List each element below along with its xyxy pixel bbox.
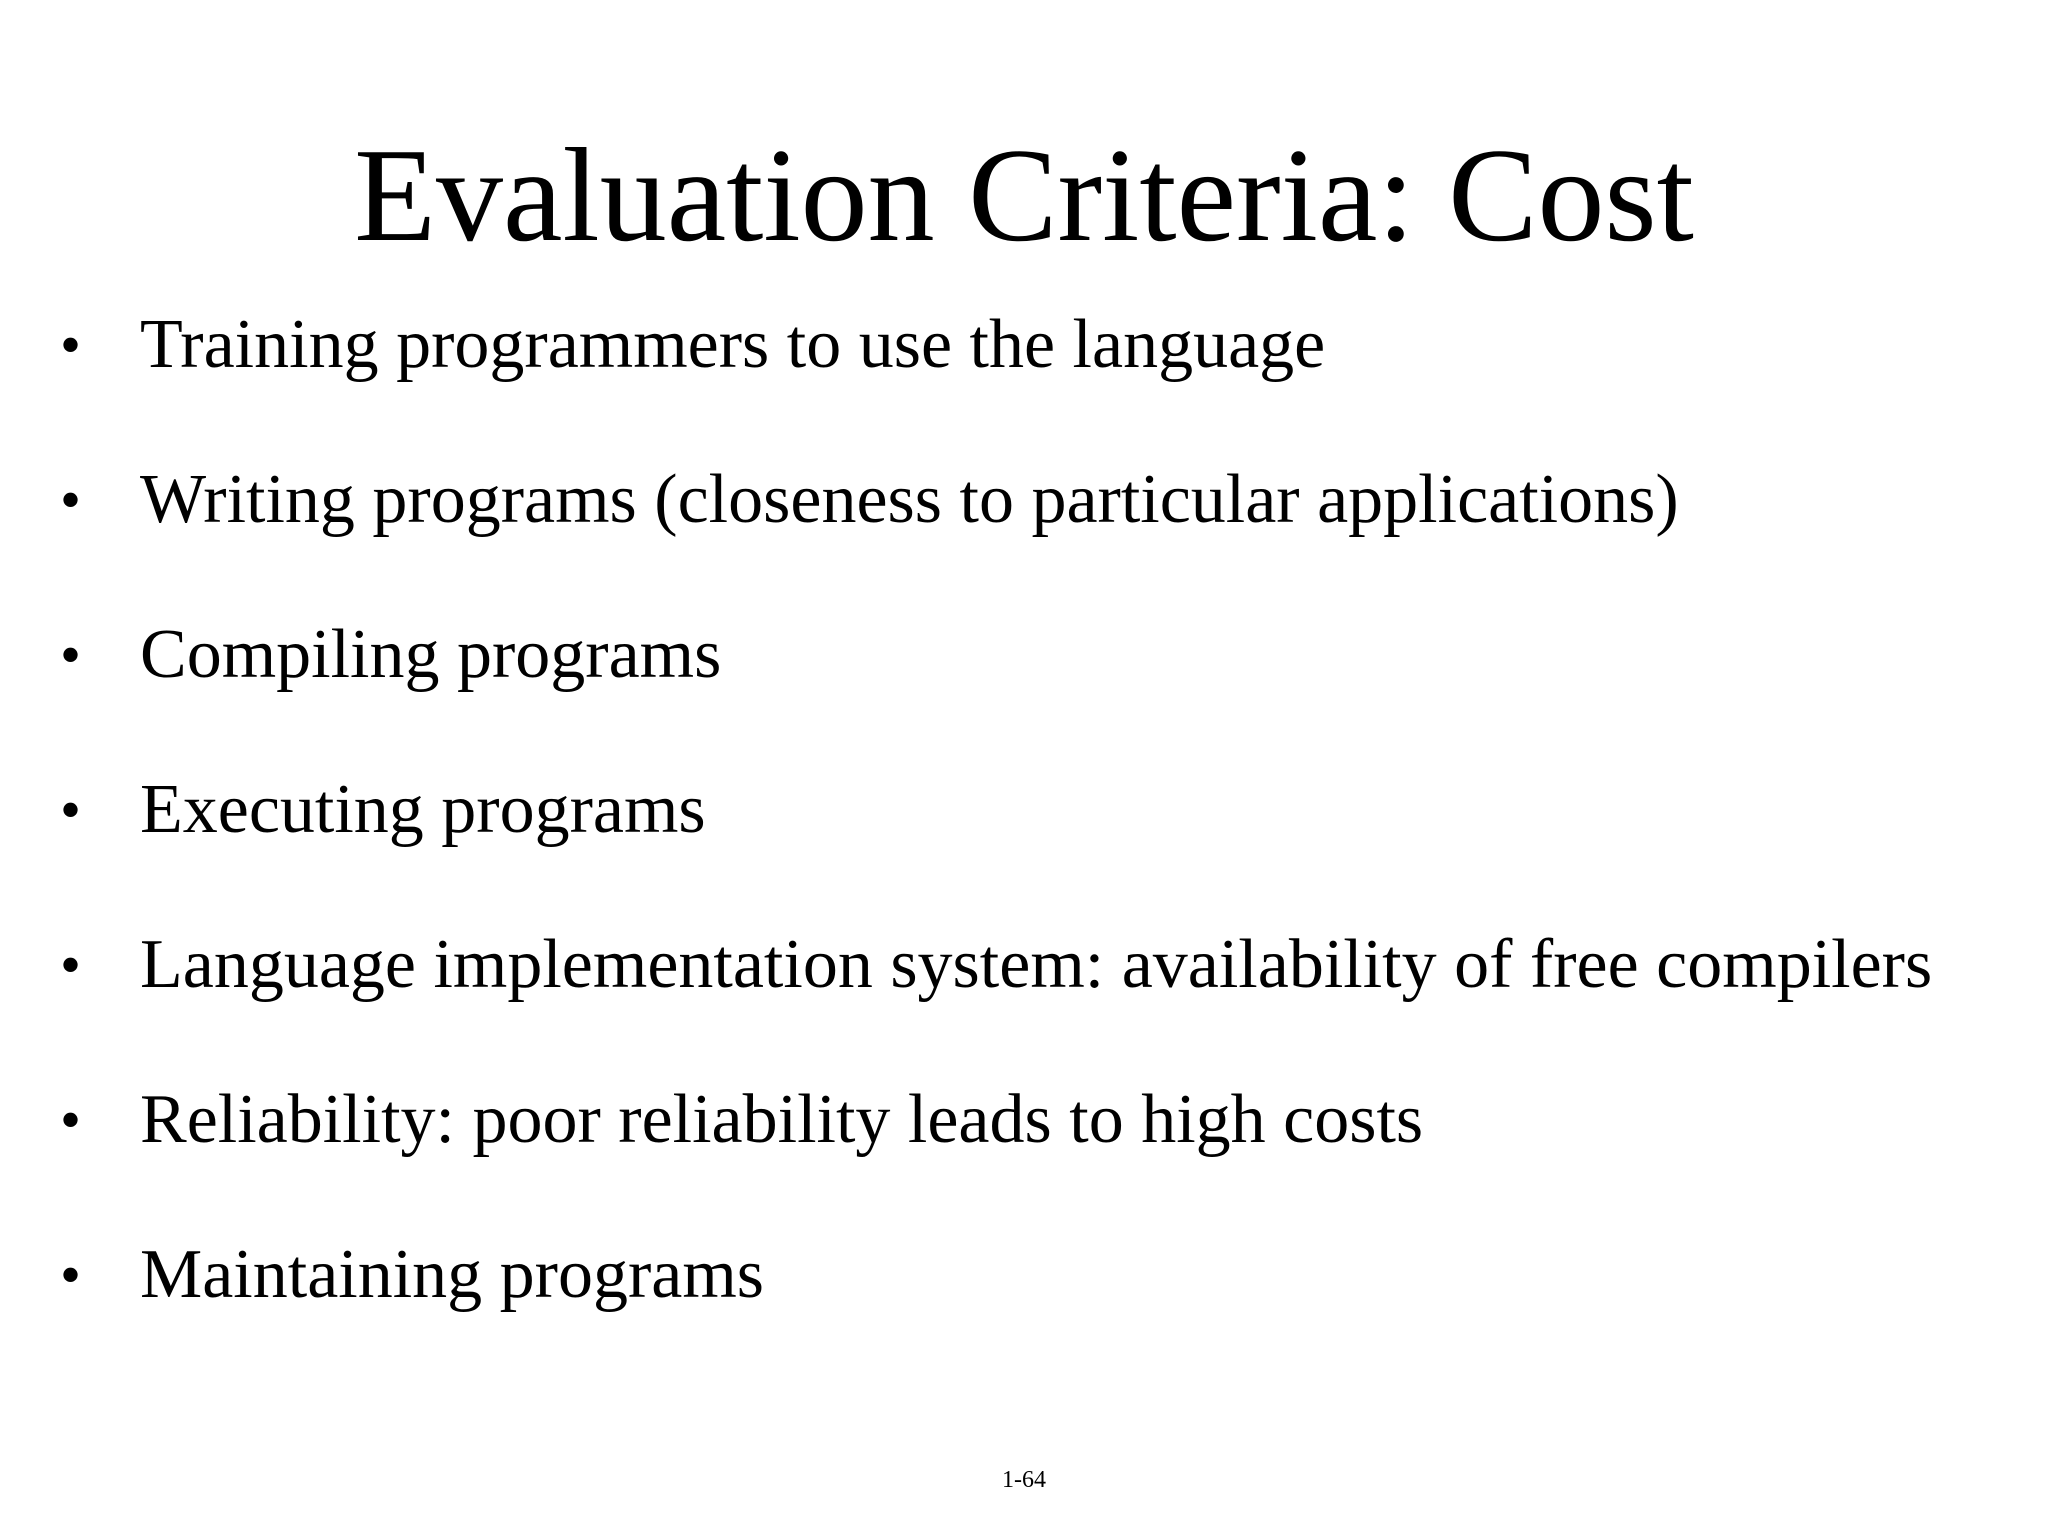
bullet-icon: •: [60, 622, 82, 688]
bullet-icon: •: [60, 777, 82, 843]
bullet-text: Training programmers to use the language: [140, 306, 1326, 383]
bullet-text: Maintaining programs: [140, 1236, 765, 1313]
slide-title: Evaluation Criteria: Cost: [354, 121, 1694, 269]
slide-number: 1-64: [1002, 1467, 1046, 1493]
bullet-icon: •: [60, 1242, 82, 1308]
bullet-icon: •: [60, 312, 82, 378]
bullet-text: Reliability: poor reliability leads to high costs: [140, 1081, 1424, 1158]
bullet-text: Compiling programs: [140, 616, 722, 693]
bullet-icon: •: [60, 932, 82, 998]
bullet-text: Executing programs: [140, 771, 706, 848]
bullet-icon: •: [60, 1087, 82, 1153]
bullet-text: Language implementation system: availability of free compilers: [140, 926, 1933, 1003]
bullet-text: Writing programs (closeness to particular applications): [140, 461, 1679, 538]
bullet-icon: •: [60, 467, 82, 533]
